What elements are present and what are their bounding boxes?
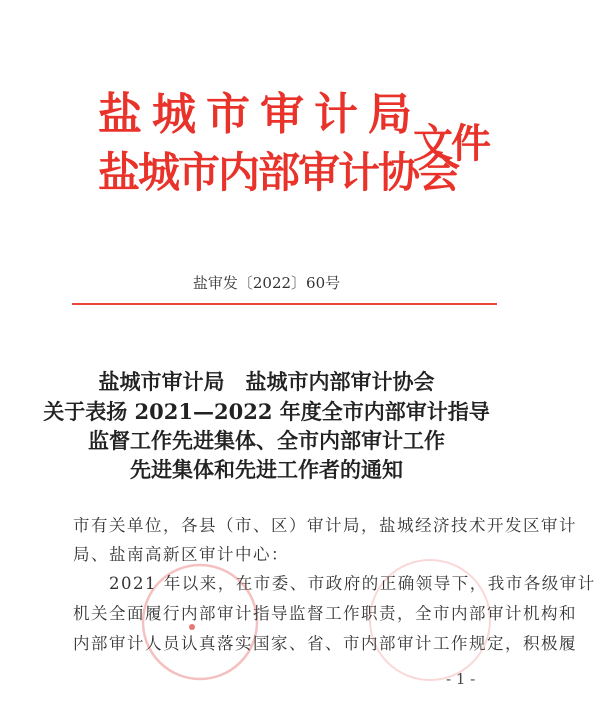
page-number: - 1 - bbox=[446, 670, 476, 688]
title-line: 盐城市审计局 盐城市内部审计协会 bbox=[98, 369, 435, 394]
issuer-line-2: 盐城市内部审计协会 bbox=[98, 148, 459, 197]
title-line: 先进集体和先进工作者的通知 bbox=[130, 457, 403, 482]
body-line: 市有关单位，各县（市、区）审计局，盐城经济技术开发区审计 bbox=[73, 516, 577, 535]
issuer-line-1: 盐城市审计局 bbox=[98, 89, 422, 140]
body-line: 内部审计人员认真落实国家、省、市内部审计工作规定，积极履 bbox=[73, 634, 577, 653]
body-line: 局、盐南高新区审计中心： bbox=[73, 545, 289, 564]
title-line: 监督工作先进集体、全市内部审计工作 bbox=[88, 428, 445, 453]
body-line: 2021 年以来，在市委、市政府的正确领导下，我市各级审计 bbox=[73, 574, 596, 593]
title-line: 关于表扬 2021—2022 年度全市内部审计指导 bbox=[43, 399, 490, 424]
issuer-suffix: 文件 bbox=[413, 121, 489, 167]
red-divider bbox=[72, 303, 497, 305]
document-number: 盐审发〔2022〕60号 bbox=[192, 274, 341, 292]
body-line: 机关全面履行内部审计指导监督工作职责，全市内部审计机构和 bbox=[73, 604, 577, 623]
